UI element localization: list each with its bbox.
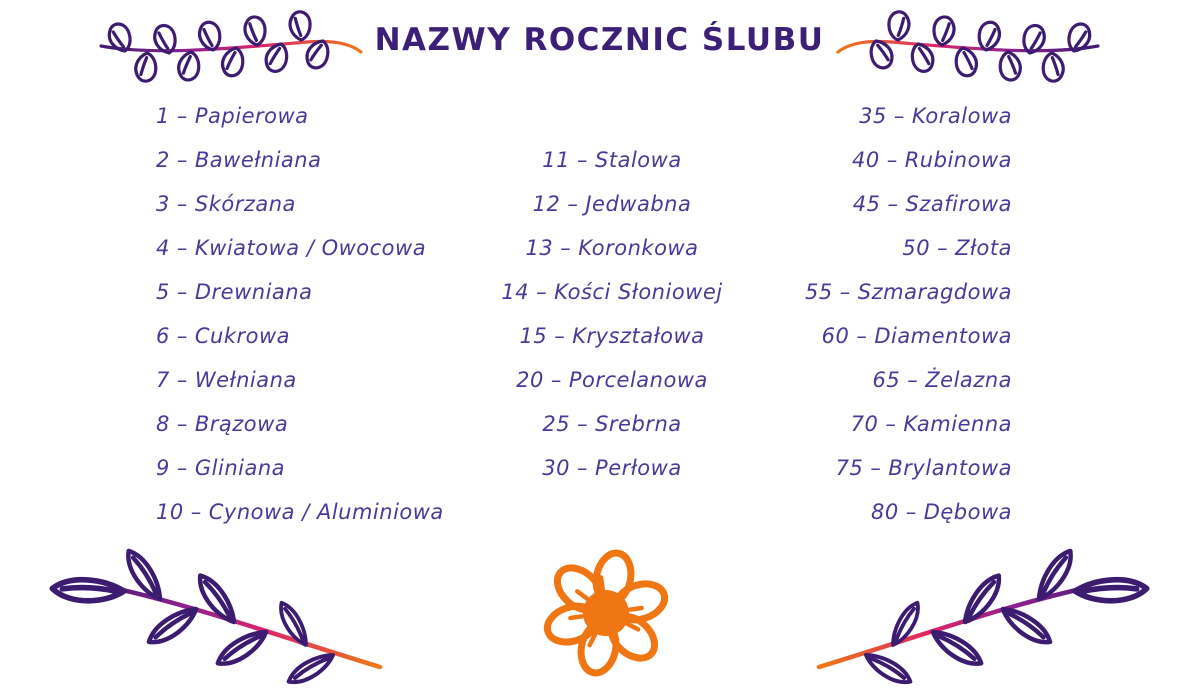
anniversary-name: Papierowa	[194, 104, 309, 128]
anniversary-name: Dębowa	[923, 500, 1012, 524]
branch-bottom-right-icon	[811, 545, 1161, 695]
separator: –	[176, 192, 188, 216]
anniversary-number: 5	[156, 280, 170, 304]
anniversary-number: 14	[501, 280, 530, 304]
anniversary-item	[156, 490, 486, 534]
anniversary-item	[690, 490, 1012, 534]
anniversary-number: 11	[542, 148, 571, 172]
anniversary-column-3	[690, 94, 1012, 534]
anniversary-name: Kwiatowa / Owocowa	[194, 236, 427, 260]
anniversary-item	[690, 138, 1012, 182]
anniversary-name: Skórzana	[194, 192, 296, 216]
separator: –	[567, 192, 579, 216]
anniversary-name: Kryształowa	[572, 324, 705, 348]
anniversary-number: 70	[850, 412, 879, 436]
anniversary-number: 8	[156, 412, 170, 436]
anniversary-name: Kamienna	[903, 412, 1012, 436]
separator: –	[887, 192, 899, 216]
anniversary-name: Cynowa / Aluminiowa	[208, 500, 444, 524]
anniversary-number: 75	[835, 456, 864, 480]
separator: –	[886, 148, 898, 172]
anniversary-name: Rubinowa	[904, 148, 1012, 172]
anniversary-number: 1	[156, 104, 170, 128]
anniversary-name: Drewniana	[194, 280, 313, 304]
anniversary-number: 80	[870, 500, 899, 524]
separator: –	[870, 456, 882, 480]
anniversary-name: Koronkowa	[578, 236, 699, 260]
anniversary-number: 3	[156, 192, 170, 216]
anniversary-name: Szmaragdowa	[857, 280, 1012, 304]
separator: –	[885, 412, 897, 436]
anniversary-name: Kości Słoniowej	[554, 280, 723, 304]
anniversary-name: Jedwabna	[585, 192, 692, 216]
anniversary-name: Gliniana	[194, 456, 286, 480]
anniversary-number: 30	[542, 456, 571, 480]
separator: –	[905, 500, 917, 524]
separator: –	[176, 368, 188, 392]
anniversary-number: 10	[156, 500, 184, 524]
anniversary-name: Brylantowa	[888, 456, 1012, 480]
anniversary-item	[690, 402, 1012, 446]
flower-icon	[540, 551, 672, 675]
anniversary-item	[156, 182, 486, 226]
anniversary-name: Wełniana	[194, 368, 297, 392]
anniversary-number: 25	[542, 412, 571, 436]
anniversary-number: 12	[532, 192, 561, 216]
branch-top-right-icon	[832, 8, 1104, 92]
anniversary-item	[690, 270, 1012, 314]
separator: –	[176, 456, 188, 480]
anniversary-number: 6	[156, 324, 170, 348]
anniversary-name: Złota	[955, 236, 1012, 260]
anniversary-name: Żelazna	[925, 368, 1012, 392]
anniversary-item	[690, 314, 1012, 358]
anniversary-item	[156, 226, 486, 270]
separator: –	[893, 104, 905, 128]
anniversary-item	[690, 446, 1012, 490]
separator: –	[937, 236, 949, 260]
anniversary-item	[690, 226, 1012, 270]
separator: –	[577, 148, 589, 172]
anniversary-name: Stalowa	[595, 148, 682, 172]
separator: –	[856, 324, 868, 348]
separator: –	[577, 412, 589, 436]
separator: –	[839, 280, 851, 304]
anniversary-number: 9	[156, 456, 170, 480]
anniversary-name: Brązowa	[194, 412, 289, 436]
anniversary-item	[156, 270, 486, 314]
anniversary-number: 7	[156, 368, 170, 392]
anniversary-name: Porcelanowa	[568, 368, 708, 392]
anniversary-name: Perłowa	[595, 456, 682, 480]
separator: –	[176, 148, 188, 172]
separator: –	[554, 324, 566, 348]
anniversary-name: Szafirowa	[905, 192, 1012, 216]
anniversary-number: 20	[516, 368, 544, 392]
anniversary-name: Diamentowa	[874, 324, 1012, 348]
separator: –	[176, 236, 188, 260]
separator: –	[907, 368, 919, 392]
separator: –	[536, 280, 548, 304]
separator: –	[190, 500, 202, 524]
anniversary-item	[156, 138, 486, 182]
anniversary-number: 4	[156, 236, 170, 260]
anniversary-number: 2	[156, 148, 170, 172]
separator: –	[550, 368, 562, 392]
anniversary-item	[156, 94, 486, 138]
anniversary-number: 40	[851, 148, 880, 172]
anniversary-number: 35	[859, 104, 887, 128]
anniversary-item	[690, 94, 1012, 138]
anniversary-item	[156, 314, 486, 358]
anniversary-number: 55	[805, 280, 833, 304]
branch-bottom-left-icon	[38, 545, 388, 695]
separator: –	[176, 412, 188, 436]
anniversary-item	[690, 182, 1012, 226]
anniversary-item	[690, 358, 1012, 402]
page-title: NAZWY ROCZNIC ŚLUBU	[374, 22, 825, 58]
anniversary-number: 50	[902, 236, 931, 260]
separator: –	[176, 280, 188, 304]
anniversary-number: 15	[519, 324, 548, 348]
separator: –	[176, 324, 188, 348]
anniversary-item	[156, 402, 486, 446]
anniversary-name: Bawełniana	[194, 148, 322, 172]
anniversary-item	[156, 358, 486, 402]
anniversary-column-1	[156, 94, 486, 534]
anniversary-number: 45	[852, 192, 881, 216]
anniversary-number: 60	[821, 324, 850, 348]
anniversary-name: Srebrna	[595, 412, 682, 436]
anniversary-number: 65	[872, 368, 901, 392]
anniversary-name: Cukrowa	[194, 324, 291, 348]
separator: –	[577, 456, 589, 480]
anniversary-item	[156, 446, 486, 490]
separator: –	[176, 104, 188, 128]
anniversary-number: 13	[525, 236, 554, 260]
separator: –	[560, 236, 572, 260]
anniversary-name: Koralowa	[911, 104, 1012, 128]
